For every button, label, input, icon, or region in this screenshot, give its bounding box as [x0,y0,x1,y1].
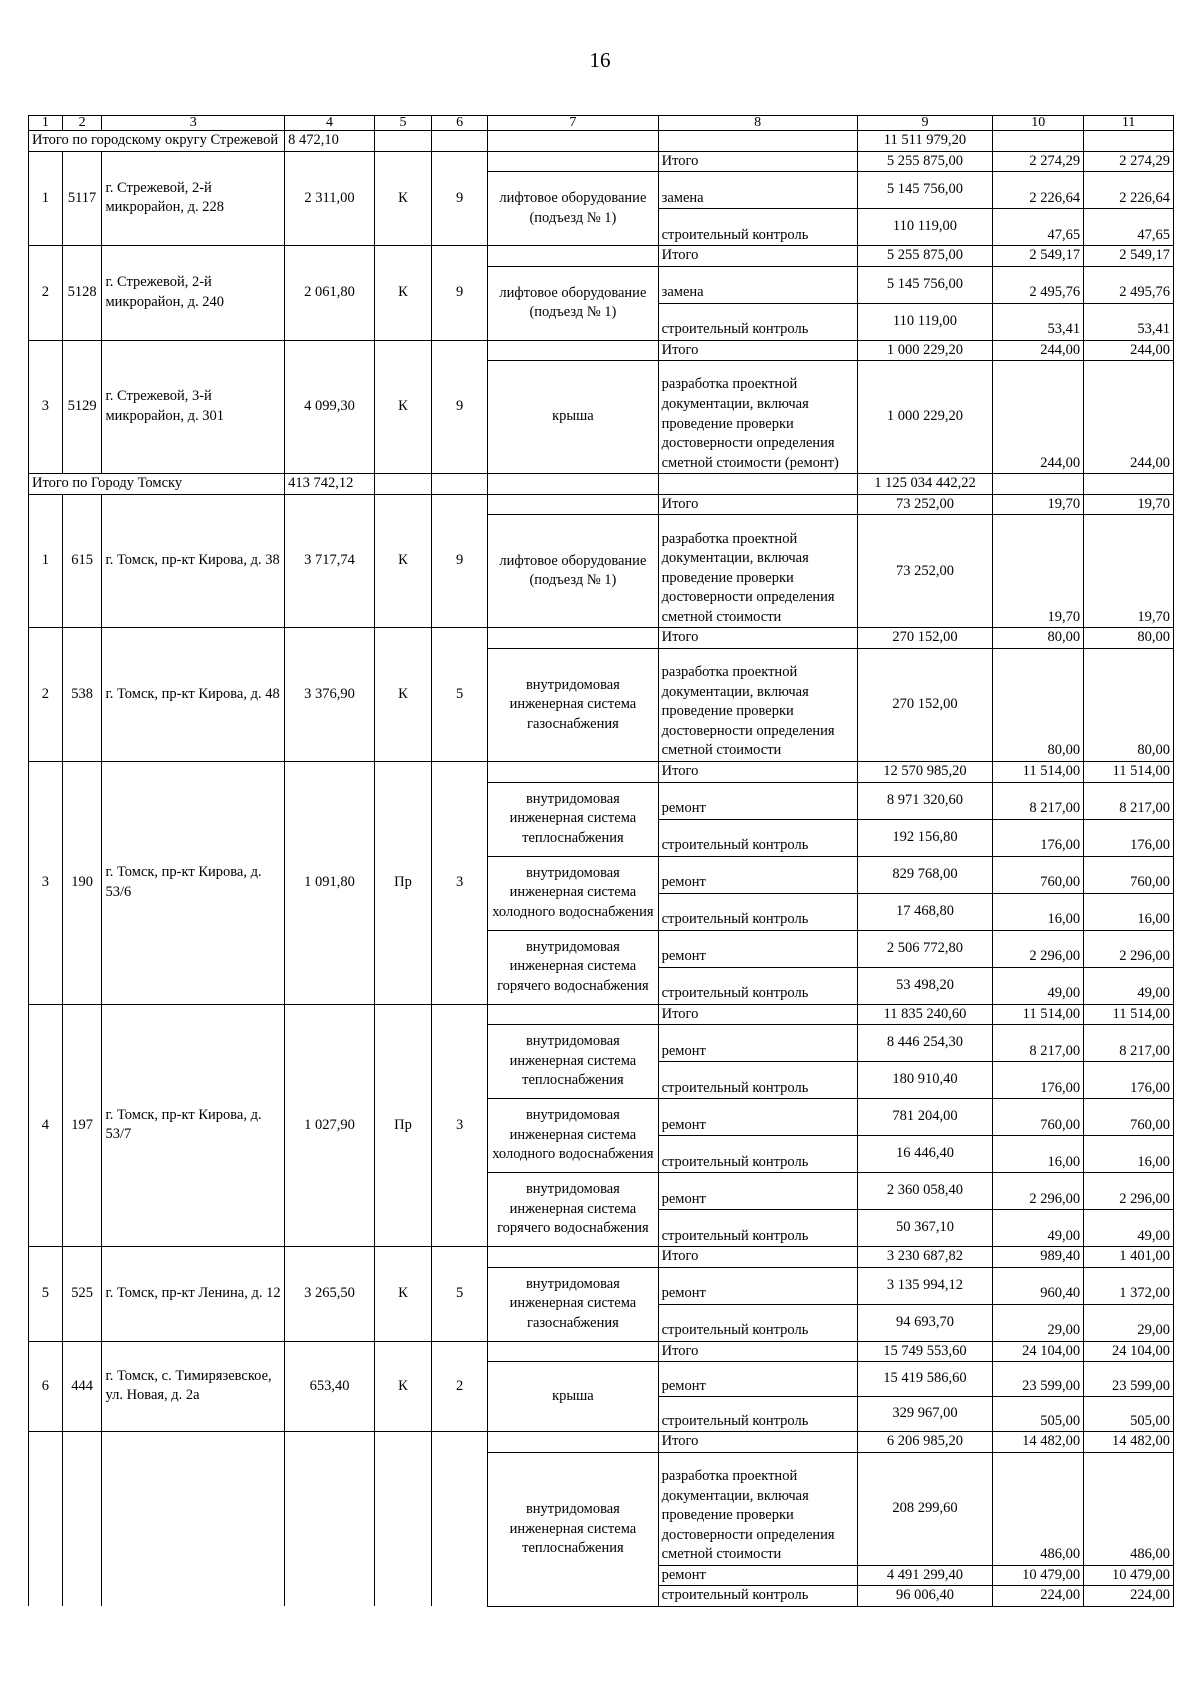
work-description: разработка проектной документации, включая проведение проверки достоверности определения сметной стоимости [658,648,857,761]
max-cost-per-sqm: 11 514,00 [1084,1004,1174,1025]
total-label: Итого [658,246,857,267]
work-cost-per-sqm: 80,00 [993,648,1084,761]
max-cost-per-sqm: 80,00 [1084,628,1174,649]
building-material: К [374,246,431,341]
tomsk-summary-total: 1 125 034 442,22 [857,474,993,495]
cost-per-sqm: 14 482,00 [993,1432,1084,1453]
building-area: 4 099,30 [285,340,375,474]
building-area: 2 061,80 [285,246,375,341]
work-cost: 53 498,20 [857,967,993,1004]
work-system-blank [488,761,658,782]
work-max-cost-per-sqm: 53,41 [1084,303,1174,340]
work-description: строительный контроль [658,303,857,340]
building-code: 190 [62,761,102,1004]
work-system-blank [488,1004,658,1025]
building-code: 5117 [62,151,102,246]
building-material: К [374,340,431,474]
work-cost: 180 910,40 [857,1062,993,1099]
work-cost-per-sqm: 2 296,00 [993,1173,1084,1210]
work-cost: 94 693,70 [857,1304,993,1341]
work-max-cost-per-sqm: 8 217,00 [1084,1025,1174,1062]
work-cost-per-sqm: 8 217,00 [993,1025,1084,1062]
work-max-cost-per-sqm: 49,00 [1084,1210,1174,1247]
cost-per-sqm: 989,40 [993,1247,1084,1268]
work-system: лифтовое оборудование (подъезд № 1) [488,515,658,628]
work-system: внутридомовая инженерная система газоснабжения [488,648,658,761]
building-number: 4 [29,1004,63,1247]
work-cost: 8 446 254,30 [857,1025,993,1062]
strezhevoy-summary-row [29,131,1174,152]
empty-cell [432,474,488,495]
work-system: крыша [488,361,658,474]
work-cost-per-sqm: 2 226,64 [993,172,1084,209]
building-number: 3 [29,761,63,1004]
building-total-row [29,1341,1174,1362]
building-total-row [29,1247,1174,1268]
work-description: замена [658,172,857,209]
building-area: 1 027,90 [285,1004,375,1247]
work-cost-per-sqm: 16,00 [993,893,1084,930]
building-area [285,1432,375,1607]
header-cell-7: 7 [488,116,658,131]
building-floors: 5 [432,628,488,762]
building-total-row [29,1432,1174,1453]
work-max-cost-per-sqm: 2 226,64 [1084,172,1174,209]
building-address: г. Томск, пр-кт Кирова, д. 53/6 [102,761,285,1004]
cost-per-sqm: 11 514,00 [993,761,1084,782]
work-system-blank [488,628,658,649]
work-max-cost-per-sqm: 2 296,00 [1084,930,1174,967]
work-cost: 96 006,40 [857,1586,993,1607]
building-total-row [29,761,1174,782]
work-system: внутридомовая инженерная система газоснабжения [488,1267,658,1341]
work-system-blank [488,494,658,515]
work-description: строительный контроль [658,1397,857,1432]
building-material: К [374,1247,431,1342]
work-cost-per-sqm: 19,70 [993,515,1084,628]
building-address: г. Стрежевой, 2-й микрорайон, д. 228 [102,151,285,246]
work-cost: 5 145 756,00 [857,266,993,303]
work-cost: 781 204,00 [857,1099,993,1136]
work-cost-per-sqm: 49,00 [993,1210,1084,1247]
building-floors [432,1432,488,1607]
work-max-cost-per-sqm: 16,00 [1084,893,1174,930]
building-code: 197 [62,1004,102,1247]
building-material [374,1432,431,1607]
header-cell-8: 8 [658,116,857,131]
total-cost: 3 230 687,82 [857,1247,993,1268]
total-label: Итого [658,1341,857,1362]
work-cost-per-sqm: 53,41 [993,303,1084,340]
total-cost: 11 835 240,60 [857,1004,993,1025]
work-max-cost-per-sqm: 244,00 [1084,361,1174,474]
total-cost: 15 749 553,60 [857,1341,993,1362]
building-floors: 9 [432,246,488,341]
empty-cell [432,131,488,152]
building-floors: 9 [432,494,488,628]
building-address: г. Томск, пр-кт Кирова, д. 48 [102,628,285,762]
work-system-blank [488,1341,658,1362]
building-floors: 9 [432,340,488,474]
work-system-blank [488,151,658,172]
work-max-cost-per-sqm: 224,00 [1084,1586,1174,1607]
work-cost-per-sqm: 47,65 [993,209,1084,246]
work-cost-per-sqm: 2 495,76 [993,266,1084,303]
empty-cell [374,474,431,495]
empty-cell [658,474,857,495]
work-max-cost-per-sqm: 80,00 [1084,648,1174,761]
building-area: 3 376,90 [285,628,375,762]
work-max-cost-per-sqm: 8 217,00 [1084,782,1174,819]
building-area: 2 311,00 [285,151,375,246]
total-label: Итого [658,1247,857,1268]
work-system: крыша [488,1362,658,1432]
work-cost-per-sqm: 16,00 [993,1136,1084,1173]
building-code: 538 [62,628,102,762]
work-system: внутридомовая инженерная система холодного водоснабжения [488,856,658,930]
building-material: К [374,1341,431,1432]
capital-repair-table [28,115,1174,1607]
building-number: 3 [29,340,63,474]
work-cost-per-sqm: 23 599,00 [993,1362,1084,1397]
building-address: г. Стрежевой, 3-й микрорайон, д. 301 [102,340,285,474]
total-label: Итого [658,340,857,361]
work-description: строительный контроль [658,1210,857,1247]
building-address: г. Томск, пр-кт Кирова, д. 53/7 [102,1004,285,1247]
total-cost: 1 000 229,20 [857,340,993,361]
empty-cell [1084,474,1174,495]
work-max-cost-per-sqm: 1 372,00 [1084,1267,1174,1304]
header-cell-10: 10 [993,116,1084,131]
building-address: г. Томск, с. Тимирязевское, ул. Новая, д. 2а [102,1341,285,1432]
work-cost-per-sqm: 960,40 [993,1267,1084,1304]
building-code: 5129 [62,340,102,474]
header-cell-11: 11 [1084,116,1174,131]
work-cost-per-sqm: 176,00 [993,819,1084,856]
building-total-row [29,1004,1174,1025]
total-label: Итого [658,628,857,649]
work-description: ремонт [658,856,857,893]
building-code: 5128 [62,246,102,341]
work-description: ремонт [658,1099,857,1136]
building-code: 615 [62,494,102,628]
building-area: 3 717,74 [285,494,375,628]
building-address: г. Томск, пр-кт Кирова, д. 38 [102,494,285,628]
header-cell-1: 1 [29,116,63,131]
building-address [102,1432,285,1607]
building-material: К [374,628,431,762]
building-number: 6 [29,1341,63,1432]
building-floors: 9 [432,151,488,246]
work-cost-per-sqm: 10 479,00 [993,1565,1084,1586]
work-max-cost-per-sqm: 2 296,00 [1084,1173,1174,1210]
building-number: 2 [29,628,63,762]
work-cost-per-sqm: 244,00 [993,361,1084,474]
work-cost-per-sqm: 2 296,00 [993,930,1084,967]
empty-cell [488,474,658,495]
work-system-blank [488,1432,658,1453]
building-floors: 3 [432,761,488,1004]
header-cell-5: 5 [374,116,431,131]
work-cost-per-sqm: 176,00 [993,1062,1084,1099]
max-cost-per-sqm: 1 401,00 [1084,1247,1174,1268]
work-system: лифтовое оборудование (подъезд № 1) [488,266,658,340]
building-number: 1 [29,151,63,246]
work-cost: 15 419 586,60 [857,1362,993,1397]
work-system: внутридомовая инженерная система теплоснабжения [488,782,658,856]
work-cost-per-sqm: 224,00 [993,1586,1084,1607]
work-cost-per-sqm: 760,00 [993,1099,1084,1136]
work-cost-per-sqm: 49,00 [993,967,1084,1004]
building-area: 653,40 [285,1341,375,1432]
empty-cell [374,131,431,152]
work-description: строительный контроль [658,209,857,246]
work-max-cost-per-sqm: 760,00 [1084,856,1174,893]
work-cost: 329 967,00 [857,1397,993,1432]
building-total-row [29,151,1174,172]
cost-per-sqm: 80,00 [993,628,1084,649]
work-cost: 50 367,10 [857,1210,993,1247]
tomsk-summary-row [29,474,1174,495]
total-label: Итого [658,1004,857,1025]
work-cost: 192 156,80 [857,819,993,856]
work-cost: 270 152,00 [857,648,993,761]
work-system-blank [488,1247,658,1268]
cost-per-sqm: 244,00 [993,340,1084,361]
work-cost: 2 360 058,40 [857,1173,993,1210]
work-cost: 2 506 772,80 [857,930,993,967]
tomsk-summary-area: 413 742,12 [285,474,375,495]
work-system: внутридомовая инженерная система горячего водоснабжения [488,930,658,1004]
work-description: ремонт [658,1173,857,1210]
building-material: К [374,151,431,246]
work-description: ремонт [658,930,857,967]
max-cost-per-sqm: 14 482,00 [1084,1432,1174,1453]
work-cost-per-sqm: 760,00 [993,856,1084,893]
building-floors: 5 [432,1247,488,1342]
work-cost: 110 119,00 [857,209,993,246]
total-cost: 12 570 985,20 [857,761,993,782]
work-description: строительный контроль [658,1062,857,1099]
work-description: ремонт [658,782,857,819]
strezhevoy-summary-total: 11 511 979,20 [857,131,993,152]
work-system: внутридомовая инженерная система теплоснабжения [488,1025,658,1099]
work-system: внутридомовая инженерная система теплоснабжения [488,1452,658,1606]
work-system-blank [488,340,658,361]
cost-per-sqm: 19,70 [993,494,1084,515]
building-number: 1 [29,494,63,628]
building-number [29,1432,63,1607]
header-cell-6: 6 [432,116,488,131]
work-max-cost-per-sqm: 47,65 [1084,209,1174,246]
max-cost-per-sqm: 2 274,29 [1084,151,1174,172]
building-code: 444 [62,1341,102,1432]
work-max-cost-per-sqm: 49,00 [1084,967,1174,1004]
work-cost: 1 000 229,20 [857,361,993,474]
work-description: замена [658,266,857,303]
work-max-cost-per-sqm: 176,00 [1084,819,1174,856]
building-code [62,1432,102,1607]
empty-cell [993,131,1084,152]
work-cost: 73 252,00 [857,515,993,628]
work-max-cost-per-sqm: 29,00 [1084,1304,1174,1341]
strezhevoy-summary-area: 8 472,10 [285,131,375,152]
work-description: ремонт [658,1267,857,1304]
work-description: строительный контроль [658,1586,857,1607]
total-cost: 6 206 985,20 [857,1432,993,1453]
work-max-cost-per-sqm: 486,00 [1084,1452,1174,1565]
empty-cell [993,474,1084,495]
work-system: внутридомовая инженерная система горячего водоснабжения [488,1173,658,1247]
work-cost: 3 135 994,12 [857,1267,993,1304]
building-number: 5 [29,1247,63,1342]
work-cost-per-sqm: 8 217,00 [993,782,1084,819]
work-cost-per-sqm: 486,00 [993,1452,1084,1565]
building-material: Пр [374,1004,431,1247]
work-cost: 110 119,00 [857,303,993,340]
building-total-row [29,494,1174,515]
strezhevoy-summary-label: Итого по городскому округу Стрежевой [29,131,285,152]
total-label: Итого [658,761,857,782]
work-max-cost-per-sqm: 505,00 [1084,1397,1174,1432]
work-cost-per-sqm: 505,00 [993,1397,1084,1432]
header-row [29,116,1174,131]
work-description: разработка проектной документации, включая проведение проверки достоверности определения сметной стоимости [658,1452,857,1565]
work-max-cost-per-sqm: 16,00 [1084,1136,1174,1173]
work-max-cost-per-sqm: 19,70 [1084,515,1174,628]
building-material: Пр [374,761,431,1004]
building-material: К [374,494,431,628]
work-max-cost-per-sqm: 760,00 [1084,1099,1174,1136]
work-description: разработка проектной документации, включая проведение проверки достоверности определения сметной стоимости [658,515,857,628]
total-label: Итого [658,494,857,515]
cost-per-sqm: 24 104,00 [993,1341,1084,1362]
header-cell-2: 2 [62,116,102,131]
building-total-row [29,246,1174,267]
work-system: лифтовое оборудование (подъезд № 1) [488,172,658,246]
work-description: разработка проектной документации, включая проведение проверки достоверности определения сметной стоимости (ремонт) [658,361,857,474]
work-cost: 829 768,00 [857,856,993,893]
work-cost: 8 971 320,60 [857,782,993,819]
work-system-blank [488,246,658,267]
work-description: ремонт [658,1362,857,1397]
empty-cell [488,131,658,152]
work-max-cost-per-sqm: 23 599,00 [1084,1362,1174,1397]
tomsk-summary-label: Итого по Городу Томску [29,474,285,495]
max-cost-per-sqm: 19,70 [1084,494,1174,515]
header-cell-3: 3 [102,116,285,131]
max-cost-per-sqm: 244,00 [1084,340,1174,361]
work-description: ремонт [658,1025,857,1062]
cost-per-sqm: 2 549,17 [993,246,1084,267]
header-cell-4: 4 [285,116,375,131]
work-cost: 17 468,80 [857,893,993,930]
max-cost-per-sqm: 11 514,00 [1084,761,1174,782]
work-description: строительный контроль [658,1136,857,1173]
total-cost: 73 252,00 [857,494,993,515]
building-number: 2 [29,246,63,341]
work-description: строительный контроль [658,819,857,856]
total-label: Итого [658,151,857,172]
work-max-cost-per-sqm: 2 495,76 [1084,266,1174,303]
total-cost: 5 255 875,00 [857,246,993,267]
empty-cell [658,131,857,152]
page-number: 16 [589,48,611,72]
cost-per-sqm: 2 274,29 [993,151,1084,172]
cost-per-sqm: 11 514,00 [993,1004,1084,1025]
total-cost: 270 152,00 [857,628,993,649]
building-total-row [29,340,1174,361]
empty-cell [1084,131,1174,152]
work-description: строительный контроль [658,1304,857,1341]
work-description: ремонт [658,1565,857,1586]
work-description: строительный контроль [658,893,857,930]
work-cost: 16 446,40 [857,1136,993,1173]
work-cost: 4 491 299,40 [857,1565,993,1586]
building-floors: 2 [432,1341,488,1432]
work-cost-per-sqm: 29,00 [993,1304,1084,1341]
total-cost: 5 255 875,00 [857,151,993,172]
building-address: г. Томск, пр-кт Ленина, д. 12 [102,1247,285,1342]
building-area: 1 091,80 [285,761,375,1004]
building-address: г. Стрежевой, 2-й микрорайон, д. 240 [102,246,285,341]
building-total-row [29,628,1174,649]
work-max-cost-per-sqm: 10 479,00 [1084,1565,1174,1586]
work-max-cost-per-sqm: 176,00 [1084,1062,1174,1099]
header-cell-9: 9 [857,116,993,131]
work-description: строительный контроль [658,967,857,1004]
building-floors: 3 [432,1004,488,1247]
work-system: внутридомовая инженерная система холодного водоснабжения [488,1099,658,1173]
max-cost-per-sqm: 2 549,17 [1084,246,1174,267]
work-cost: 5 145 756,00 [857,172,993,209]
building-area: 3 265,50 [285,1247,375,1342]
total-label: Итого [658,1432,857,1453]
work-cost: 208 299,60 [857,1452,993,1565]
max-cost-per-sqm: 24 104,00 [1084,1341,1174,1362]
building-code: 525 [62,1247,102,1342]
